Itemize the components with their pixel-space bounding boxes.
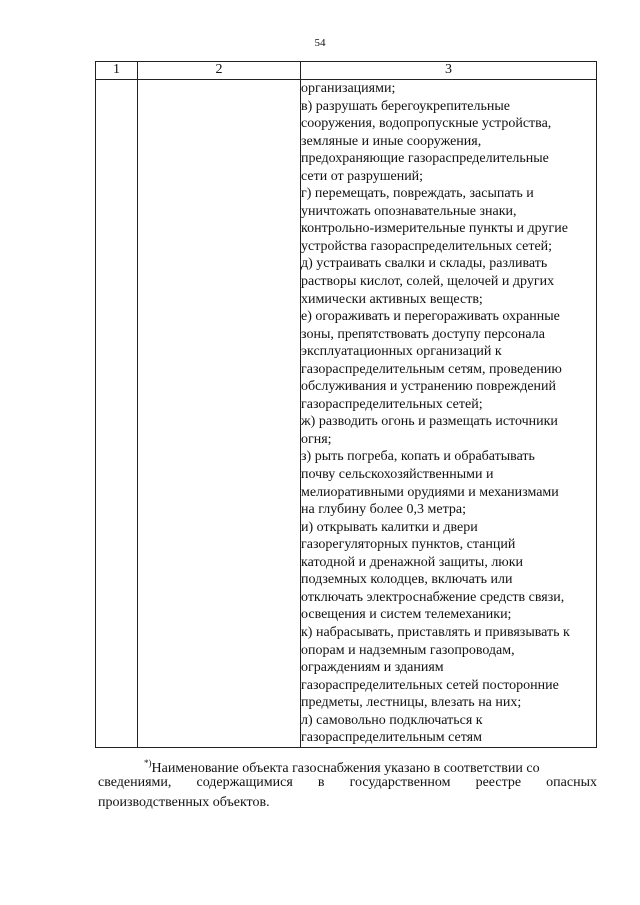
footnote-marker: *) — [144, 758, 152, 768]
cell-text-line: газорегуляторных пунктов, станций — [301, 537, 516, 553]
table-row — [96, 80, 597, 748]
cell-text-line: газораспределительных сетей; — [301, 396, 483, 412]
cell-text-line: газораспределительных сетей посторонние — [301, 677, 559, 693]
cell-text-line: мелиоративными орудиями и механизмами — [301, 484, 559, 500]
cell-text-line: ж) разводить огонь и размещать источники — [301, 414, 558, 430]
cell-text-line: эксплуатационных организаций к — [301, 344, 502, 360]
cell-text-line: сети от разрушений; — [301, 168, 424, 184]
cell-text-line: з) рыть погреба, копать и обрабатывать — [301, 449, 535, 465]
cell-text-line: г) перемещать, повреждать, засыпать и — [301, 186, 534, 202]
cell-text-line: сооружения, водопропускные устройства, — [301, 116, 552, 132]
cell-text-line: е) огораживать и перегораживать охранные — [301, 309, 560, 325]
table-cell-col1 — [96, 80, 138, 748]
cell-text-line: на глубину более 0,3 метра; — [301, 502, 466, 518]
column-header-3: 3 — [301, 62, 597, 80]
cell-text-line: в) разрушать берегоукрепительные — [301, 98, 511, 114]
cell-text-line: ограждениям и зданиям — [301, 660, 444, 676]
cell-text-line: огня; — [301, 431, 332, 447]
footnote-text: Наименование объекта газоснабжения указано в соответствии со — [151, 761, 540, 776]
cell-text-line: уничтожать опознавательные знаки, — [301, 203, 517, 219]
cell-text-line: к) набрасывать, приставлять и привязывать к — [301, 624, 570, 640]
footnote-line — [98, 753, 597, 776]
cell-text-line: предохраняющие газораспределительные — [301, 151, 549, 167]
page-number: 54 — [314, 37, 326, 49]
cell-text-line: предметы, лестницы, влезать на них; — [301, 695, 522, 711]
requirements-table — [95, 61, 597, 748]
cell-text-line: подземных колодцев, включать или — [301, 572, 513, 588]
cell-text-line: газораспределительным сетям — [301, 730, 482, 746]
cell-text-line: отключать электроснабжение средств связи, — [301, 589, 565, 605]
cell-text-line: земляные и иные сооружения, — [301, 133, 482, 149]
restrictions-cell — [301, 80, 597, 748]
cell-text-line: химически активных веществ; — [301, 291, 483, 307]
cell-text-line: и) открывать калитки и двери — [301, 519, 478, 535]
cell-text-line: л) самовольно подключаться к — [301, 712, 483, 728]
cell-text-line: зоны, препятствовать доступу персонала — [301, 326, 545, 342]
cell-text-line: д) устраивать свалки и склады, разливать — [301, 256, 548, 272]
cell-text-line: растворы кислот, солей, щелочей и других — [301, 274, 555, 290]
footnote-line: сведениями, содержащимися в государственном реестре опасных — [98, 775, 597, 790]
footnote — [98, 753, 597, 813]
cell-text-line: опорам и надземным газопроводам, — [301, 642, 515, 658]
cell-text-line: организациями; — [301, 81, 396, 96]
cell-text-line: почву сельскохозяйственными и — [301, 467, 494, 483]
column-header-1: 1 — [96, 62, 138, 80]
cell-text-line: освещения и систем телемеханики; — [301, 607, 512, 623]
cell-text-line: устройства газораспределительных сетей; — [301, 238, 553, 254]
cell-text-line: катодной и дренажной защиты, люки — [301, 554, 524, 570]
column-header-2: 2 — [138, 62, 301, 80]
cell-text-line: контрольно-измерительные пункты и другие — [301, 221, 568, 237]
footnote-line: производственных объектов. — [98, 795, 270, 810]
table-cell-col2 — [138, 80, 301, 748]
cell-text-line: обслуживания и устранению повреждений — [301, 379, 557, 395]
cell-text-line: газораспределительным сетям, проведению — [301, 361, 562, 377]
table-header-row — [96, 62, 597, 80]
